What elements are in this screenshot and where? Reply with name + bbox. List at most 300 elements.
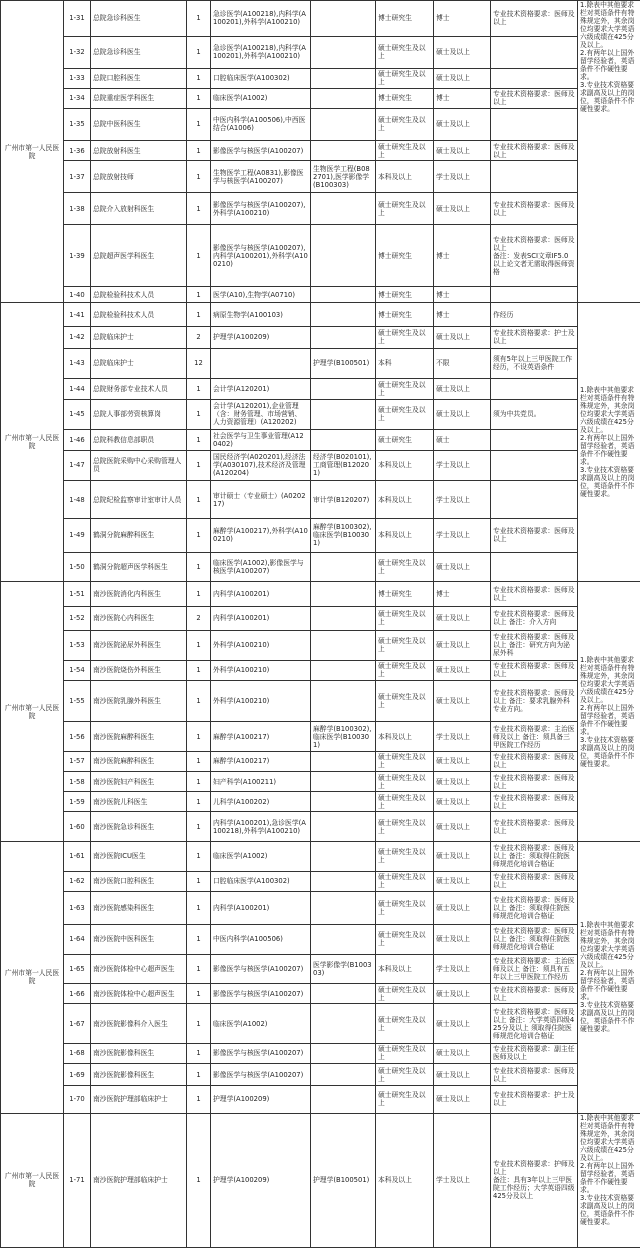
code-cell: 1-37 bbox=[64, 161, 91, 193]
other-cell: 专业技术资格要求：医师及以上 bbox=[491, 871, 578, 891]
major-cell: 临床医学(A1002) bbox=[211, 1004, 311, 1043]
table-row bbox=[1, 286, 640, 303]
major2-cell bbox=[311, 1004, 376, 1043]
edu-cell: 硕士研究生及以上 bbox=[376, 984, 434, 1004]
num-cell: 1 bbox=[187, 1113, 211, 1247]
edu-cell: 本科及以上 bbox=[376, 161, 434, 193]
post-cell: 鹤洞分院麻醉科医生 bbox=[91, 519, 187, 552]
major2-cell bbox=[311, 379, 376, 399]
edu-cell: 本科及以上 bbox=[376, 519, 434, 552]
major-cell: 内科学(A100201) bbox=[211, 582, 311, 607]
table-row bbox=[1, 379, 640, 399]
post-cell: 南沙医院麻醉科医生 bbox=[91, 751, 187, 771]
table-row bbox=[1, 1, 640, 37]
code-cell: 1-57 bbox=[64, 751, 91, 771]
other-cell bbox=[491, 450, 578, 481]
major-cell: 会计学(A120201) bbox=[211, 379, 311, 399]
degree-cell: 硕士及以上 bbox=[434, 399, 491, 430]
post-cell: 南沙医院消化内科医生 bbox=[91, 582, 187, 607]
table-row bbox=[1, 225, 640, 287]
major-cell: 急诊医学(A100218),内科学(A100201),外科学(A100210) bbox=[211, 36, 311, 68]
degree-cell: 硕士及以上 bbox=[434, 771, 491, 791]
num-cell: 1 bbox=[187, 1043, 211, 1063]
major2-cell bbox=[311, 68, 376, 88]
major2-cell bbox=[311, 841, 376, 871]
english-requirement-note: 1.除表中其他要求栏对英语条件有特殊规定外，其余岗位均要求大学英语六级成绩在425分及以上。 2.有两年以上国外留学经验者，英语条件不作硬性要求。 3.专业技术资格要求副高及以上的岗位，英语条件不作硬性要求。 bbox=[578, 1, 640, 303]
major-cell: 医学(A10),生物学(A0710) bbox=[211, 286, 311, 303]
post-cell: 南沙医院护理部临床护士 bbox=[91, 1113, 187, 1247]
major-cell: 国民经济学(A020201),经济法学(A030107),技术经济及管理(A120204) bbox=[211, 450, 311, 481]
major2-cell: 生物医学工程(B082701),医学影像学(B100303) bbox=[311, 161, 376, 193]
post-cell: 南沙医院影像科医生 bbox=[91, 1063, 187, 1086]
code-cell: 1-63 bbox=[64, 891, 91, 924]
major-cell: 妇产科学(A100211) bbox=[211, 771, 311, 791]
edu-cell: 博士研究生 bbox=[376, 303, 434, 327]
degree-cell: 硕士及以上 bbox=[434, 1086, 491, 1113]
other-cell: 专业技术资格要求：医师及以上 bbox=[491, 771, 578, 791]
post-cell: 总院临床护士 bbox=[91, 348, 187, 379]
code-cell: 1-68 bbox=[64, 1043, 91, 1063]
degree-cell: 博士 bbox=[434, 225, 491, 287]
major-cell: 麻醉学(A100217) bbox=[211, 751, 311, 771]
other-cell: 专业技术资格要求：医师及以上 备注：介入方向 bbox=[491, 607, 578, 631]
degree-cell: 硕士及以上 bbox=[434, 607, 491, 631]
table-row bbox=[1, 327, 640, 348]
major2-cell: 审计学(B120207) bbox=[311, 481, 376, 519]
edu-cell: 硕士研究生及以上 bbox=[376, 552, 434, 582]
major-cell: 儿科学(A100202) bbox=[211, 792, 311, 812]
degree-cell: 学士及以上 bbox=[434, 161, 491, 193]
table-row bbox=[1, 430, 640, 450]
table-row bbox=[1, 891, 640, 924]
major-cell: 社会医学与卫生事业管理(A120402) bbox=[211, 430, 311, 450]
edu-cell: 博士研究生 bbox=[376, 1, 434, 37]
num-cell: 1 bbox=[187, 871, 211, 891]
other-cell: 须为中共党员。 bbox=[491, 399, 578, 430]
num-cell: 1 bbox=[187, 984, 211, 1004]
other-cell bbox=[491, 379, 578, 399]
edu-cell: 硕士研究生及以上 bbox=[376, 1086, 434, 1113]
post-cell: 南沙医院心内科医生 bbox=[91, 607, 187, 631]
major2-cell bbox=[311, 108, 376, 140]
num-cell: 1 bbox=[187, 193, 211, 225]
table-row bbox=[1, 140, 640, 160]
code-cell: 1-53 bbox=[64, 630, 91, 660]
post-cell: 南沙医院乳腺外科医生 bbox=[91, 680, 187, 722]
table-row bbox=[1, 771, 640, 791]
post-cell: 总院放射科医生 bbox=[91, 140, 187, 160]
degree-cell: 学士及以上 bbox=[434, 722, 491, 752]
table-row bbox=[1, 348, 640, 379]
other-cell: 专业技术资格要求：医师及以上 备注：研究方向为泌尿外科 bbox=[491, 630, 578, 660]
code-cell: 1-60 bbox=[64, 812, 91, 842]
major2-cell bbox=[311, 36, 376, 68]
code-cell: 1-31 bbox=[64, 1, 91, 37]
table-row bbox=[1, 88, 640, 108]
code-cell: 1-62 bbox=[64, 871, 91, 891]
degree-cell: 学士及以上 bbox=[434, 450, 491, 481]
major-cell bbox=[211, 348, 311, 379]
major-cell: 临床医学(A1002) bbox=[211, 88, 311, 108]
code-cell: 1-65 bbox=[64, 954, 91, 984]
edu-cell: 硕士研究生及以上 bbox=[376, 660, 434, 680]
degree-cell: 学士及以上 bbox=[434, 1113, 491, 1247]
other-cell: 专业技术资格要求：医师及以上 bbox=[491, 660, 578, 680]
post-cell: 南沙医院妇产科医生 bbox=[91, 771, 187, 791]
major-cell: 影像医学与核医学(A100207),内科学(A100201),外科学(A100210) bbox=[211, 225, 311, 287]
major-cell: 中医内科学(A100506) bbox=[211, 924, 311, 954]
num-cell: 1 bbox=[187, 450, 211, 481]
num-cell: 1 bbox=[187, 36, 211, 68]
degree-cell: 硕士及以上 bbox=[434, 812, 491, 842]
major-cell: 内科学(A100201) bbox=[211, 891, 311, 924]
major2-cell bbox=[311, 660, 376, 680]
major2-cell: 经济学(B020101),工商管理(B120201) bbox=[311, 450, 376, 481]
num-cell: 1 bbox=[187, 481, 211, 519]
major2-cell bbox=[311, 751, 376, 771]
code-cell: 1-61 bbox=[64, 841, 91, 871]
edu-cell: 硕士研究生及以上 bbox=[376, 1004, 434, 1043]
edu-cell: 硕士研究生及以上 bbox=[376, 680, 434, 722]
other-cell bbox=[491, 161, 578, 193]
num-cell: 1 bbox=[187, 399, 211, 430]
post-cell: 南沙医院烧伤外科医生 bbox=[91, 660, 187, 680]
other-cell: 专业技术资格要求：医师及以上 bbox=[491, 519, 578, 552]
num-cell: 1 bbox=[187, 792, 211, 812]
edu-cell: 本科及以上 bbox=[376, 954, 434, 984]
post-cell: 鹤洞分院超声医学科医生 bbox=[91, 552, 187, 582]
other-cell bbox=[491, 481, 578, 519]
other-cell: 专业技术资格要求：主治医师及以上 备注：须具备三甲医院工作经历 bbox=[491, 722, 578, 752]
major2-cell bbox=[311, 607, 376, 631]
code-cell: 1-69 bbox=[64, 1063, 91, 1086]
major2-cell bbox=[311, 924, 376, 954]
other-cell: 专业技术资格要求：医师及以上 备注：须取得住院医师规范化培训合格证 bbox=[491, 924, 578, 954]
edu-cell: 硕士研究生及以上 bbox=[376, 841, 434, 871]
major2-cell: 麻醉学(B100302),临床医学(B100301) bbox=[311, 722, 376, 752]
major-cell: 急诊医学(A100218),内科学(A100201),外科学(A100210) bbox=[211, 1, 311, 37]
table-row bbox=[1, 68, 640, 88]
degree-cell: 硕士及以上 bbox=[434, 751, 491, 771]
post-cell: 总院检验科技术人员 bbox=[91, 303, 187, 327]
table-row bbox=[1, 871, 640, 891]
table-row bbox=[1, 481, 640, 519]
code-cell: 1-40 bbox=[64, 286, 91, 303]
degree-cell: 硕士及以上 bbox=[434, 36, 491, 68]
code-cell: 1-50 bbox=[64, 552, 91, 582]
major2-cell bbox=[311, 1086, 376, 1113]
post-cell: 南沙医院麻醉科医生 bbox=[91, 722, 187, 752]
table-row bbox=[1, 450, 640, 481]
code-cell: 1-71 bbox=[64, 1113, 91, 1247]
major2-cell: 医学影像学(B100303) bbox=[311, 954, 376, 984]
post-cell: 总院医院采购中心采购管理人员 bbox=[91, 450, 187, 481]
degree-cell: 硕士及以上 bbox=[434, 841, 491, 871]
hospital-cell: 广州市第一人民医院 bbox=[1, 1113, 64, 1247]
post-cell: 总院科教信息部职员 bbox=[91, 430, 187, 450]
post-cell: 南沙医院泌尿外科医生 bbox=[91, 630, 187, 660]
post-cell: 总院急诊科医生 bbox=[91, 36, 187, 68]
num-cell: 1 bbox=[187, 68, 211, 88]
table-row bbox=[1, 36, 640, 68]
major-cell: 会计学(A120201),企业管理（含：财务管理、市场营销、人力资源管理）(A120202) bbox=[211, 399, 311, 430]
degree-cell: 硕士 bbox=[434, 430, 491, 450]
num-cell: 1 bbox=[187, 286, 211, 303]
post-cell: 南沙医院中医科医生 bbox=[91, 924, 187, 954]
major-cell: 护理学(A100209) bbox=[211, 1113, 311, 1247]
degree-cell: 硕士及以上 bbox=[434, 792, 491, 812]
post-cell: 南沙医院急诊科医生 bbox=[91, 812, 187, 842]
major-cell: 影像医学与核医学(A100207) bbox=[211, 1063, 311, 1086]
num-cell: 1 bbox=[187, 1, 211, 37]
code-cell: 1-33 bbox=[64, 68, 91, 88]
code-cell: 1-34 bbox=[64, 88, 91, 108]
post-cell: 总院口腔科医生 bbox=[91, 68, 187, 88]
degree-cell: 硕士及以上 bbox=[434, 891, 491, 924]
other-cell: 专业技术资格要求：主治医师及以上 备注：须具有五年以上三甲医院工作经历 bbox=[491, 954, 578, 984]
degree-cell: 硕士及以上 bbox=[434, 924, 491, 954]
major2-cell bbox=[311, 1043, 376, 1063]
degree-cell: 博士 bbox=[434, 1, 491, 37]
code-cell: 1-36 bbox=[64, 140, 91, 160]
other-cell: 专业技术资格要求：医师及以上 bbox=[491, 1, 578, 37]
num-cell: 1 bbox=[187, 891, 211, 924]
major2-cell: 护理学(B100501) bbox=[311, 1113, 376, 1247]
table-row bbox=[1, 519, 640, 552]
edu-cell: 硕士研究生及以上 bbox=[376, 630, 434, 660]
other-cell: 专业技术资格要求：医师及以上 bbox=[491, 984, 578, 1004]
edu-cell: 硕士研究生及以上 bbox=[376, 399, 434, 430]
other-cell: 专业技术资格要求：医师及以上 bbox=[491, 88, 578, 108]
table-row bbox=[1, 108, 640, 140]
major-cell: 内科学(A100201) bbox=[211, 607, 311, 631]
degree-cell: 硕士及以上 bbox=[434, 108, 491, 140]
major2-cell bbox=[311, 327, 376, 348]
english-requirement-note: 1.除表中其他要求栏对英语条件有特殊规定外，其余岗位均要求大学英语六级成绩在425分及以上。 2.有两年以上国外留学经验者，英语条件不作硬性要求。 3.专业技术资格要求副高及以上的岗位，英语条件不作硬性要求。 bbox=[578, 841, 640, 1113]
edu-cell: 本科 bbox=[376, 348, 434, 379]
code-cell: 1-45 bbox=[64, 399, 91, 430]
degree-cell: 硕士及以上 bbox=[434, 1043, 491, 1063]
major2-cell bbox=[311, 582, 376, 607]
major-cell: 外科学(A100210) bbox=[211, 660, 311, 680]
edu-cell: 本科及以上 bbox=[376, 1113, 434, 1247]
post-cell: 总院纪检监察审计室审计人员 bbox=[91, 481, 187, 519]
major2-cell bbox=[311, 680, 376, 722]
edu-cell: 本科及以上 bbox=[376, 450, 434, 481]
major-cell: 麻醉学(A100217),外科学(A100210) bbox=[211, 519, 311, 552]
other-cell: 专业技术资格要求：医师及以上 bbox=[491, 751, 578, 771]
edu-cell: 硕士研究生及以上 bbox=[376, 871, 434, 891]
degree-cell: 硕士及以上 bbox=[434, 984, 491, 1004]
degree-cell: 学士及以上 bbox=[434, 481, 491, 519]
other-cell: 专业技术资格要求：医师及以上 bbox=[491, 140, 578, 160]
code-cell: 1-54 bbox=[64, 660, 91, 680]
other-cell: 专业技术资格要求：医师及以上 备注：须取得住院医师规范化培训合格证 bbox=[491, 841, 578, 871]
edu-cell: 硕士研究生及以上 bbox=[376, 1063, 434, 1086]
hospital-cell: 广州市第一人民医院 bbox=[1, 303, 64, 582]
degree-cell: 硕士及以上 bbox=[434, 379, 491, 399]
edu-cell: 本科及以上 bbox=[376, 722, 434, 752]
major-cell: 影像医学与核医学(A100207) bbox=[211, 140, 311, 160]
other-cell bbox=[491, 430, 578, 450]
num-cell: 1 bbox=[187, 812, 211, 842]
edu-cell: 博士研究生 bbox=[376, 88, 434, 108]
major2-cell bbox=[311, 286, 376, 303]
code-cell: 1-32 bbox=[64, 36, 91, 68]
edu-cell: 硕士研究生及以上 bbox=[376, 68, 434, 88]
num-cell: 1 bbox=[187, 771, 211, 791]
major-cell: 生物医学工程(A0831),影像医学与核医学(A100207) bbox=[211, 161, 311, 193]
major-cell: 影像医学与核医学(A100207) bbox=[211, 954, 311, 984]
degree-cell: 硕士及以上 bbox=[434, 193, 491, 225]
degree-cell: 硕士及以上 bbox=[434, 660, 491, 680]
num-cell: 1 bbox=[187, 108, 211, 140]
num-cell: 12 bbox=[187, 348, 211, 379]
num-cell: 1 bbox=[187, 88, 211, 108]
degree-cell: 硕士及以上 bbox=[434, 871, 491, 891]
table-row bbox=[1, 751, 640, 771]
post-cell: 总院急诊科医生 bbox=[91, 1, 187, 37]
post-cell: 总院介入放射科医生 bbox=[91, 193, 187, 225]
table-row bbox=[1, 954, 640, 984]
hospital-cell: 广州市第一人民医院 bbox=[1, 841, 64, 1113]
degree-cell: 博士 bbox=[434, 303, 491, 327]
post-cell: 南沙医院ICU医生 bbox=[91, 841, 187, 871]
table-row bbox=[1, 1004, 640, 1043]
post-cell: 总院重症医学科医生 bbox=[91, 88, 187, 108]
num-cell: 1 bbox=[187, 552, 211, 582]
major-cell: 影像医学与核医学(A100207) bbox=[211, 984, 311, 1004]
post-cell: 总院临床护士 bbox=[91, 327, 187, 348]
post-cell: 南沙医院影像科医生 bbox=[91, 1043, 187, 1063]
num-cell: 2 bbox=[187, 327, 211, 348]
edu-cell: 硕士研究生及以上 bbox=[376, 607, 434, 631]
major-cell: 外科学(A100210) bbox=[211, 630, 311, 660]
edu-cell: 硕士研究生及以上 bbox=[376, 1043, 434, 1063]
code-cell: 1-43 bbox=[64, 348, 91, 379]
other-cell bbox=[491, 552, 578, 582]
edu-cell: 硕士研究生及以上 bbox=[376, 792, 434, 812]
english-requirement-note: 1.除表中其他要求栏对英语条件有特殊规定外，其余岗位均要求大学英语六级成绩在425分及以上。 2.有两年以上国外留学经验者，英语条件不作硬性要求。 3.专业技术资格要求副高及以上的岗位，英语条件不作硬性要求。 bbox=[578, 303, 640, 582]
edu-cell: 硕士研究生及以上 bbox=[376, 193, 434, 225]
edu-cell: 硕士研究生及以上 bbox=[376, 140, 434, 160]
other-cell: 专业技术资格要求：医师及以上 bbox=[491, 1063, 578, 1086]
num-cell: 1 bbox=[187, 680, 211, 722]
major2-cell: 护理学(B100501) bbox=[311, 348, 376, 379]
code-cell: 1-41 bbox=[64, 303, 91, 327]
other-cell: 须有5年以上三甲医院工作经历，不设英语条件 bbox=[491, 348, 578, 379]
degree-cell: 硕士及以上 bbox=[434, 140, 491, 160]
edu-cell: 硕士研究生及以上 bbox=[376, 327, 434, 348]
major2-cell bbox=[311, 871, 376, 891]
degree-cell: 硕士及以上 bbox=[434, 68, 491, 88]
other-cell: 专业技术资格要求：医师及以上 bbox=[491, 193, 578, 225]
post-cell: 总院人事部劳资核算岗 bbox=[91, 399, 187, 430]
major2-cell bbox=[311, 812, 376, 842]
num-cell: 1 bbox=[187, 751, 211, 771]
code-cell: 1-42 bbox=[64, 327, 91, 348]
other-cell: 专业技术资格要求：医师及以上 bbox=[491, 792, 578, 812]
major2-cell bbox=[311, 88, 376, 108]
code-cell: 1-67 bbox=[64, 1004, 91, 1043]
major2-cell bbox=[311, 1, 376, 37]
table-row bbox=[1, 1063, 640, 1086]
other-cell: 专业技术资格要求：护师及以上 备注：具有3年以上三甲医院工作经历；大学英语四级425分及以上 bbox=[491, 1113, 578, 1247]
degree-cell: 硕士及以上 bbox=[434, 680, 491, 722]
code-cell: 1-56 bbox=[64, 722, 91, 752]
code-cell: 1-49 bbox=[64, 519, 91, 552]
num-cell: 1 bbox=[187, 924, 211, 954]
edu-cell: 硕士研究生及以上 bbox=[376, 924, 434, 954]
num-cell: 1 bbox=[187, 660, 211, 680]
code-cell: 1-64 bbox=[64, 924, 91, 954]
table-row bbox=[1, 1043, 640, 1063]
num-cell: 1 bbox=[187, 1063, 211, 1086]
code-cell: 1-51 bbox=[64, 582, 91, 607]
post-cell: 总院放射技师 bbox=[91, 161, 187, 193]
code-cell: 1-55 bbox=[64, 680, 91, 722]
degree-cell: 硕士及以上 bbox=[434, 327, 491, 348]
num-cell: 1 bbox=[187, 954, 211, 984]
num-cell: 1 bbox=[187, 630, 211, 660]
table-row bbox=[1, 630, 640, 660]
major-cell: 护理学(A100209) bbox=[211, 327, 311, 348]
code-cell: 1-48 bbox=[64, 481, 91, 519]
other-cell: 专业技术资格要求：副主任医师及以上 bbox=[491, 1043, 578, 1063]
post-cell: 南沙医院护理部临床护士 bbox=[91, 1086, 187, 1113]
post-cell: 总院超声医学科医生 bbox=[91, 225, 187, 287]
major2-cell bbox=[311, 399, 376, 430]
post-cell: 总院财务部专业技术人员 bbox=[91, 379, 187, 399]
table-row bbox=[1, 607, 640, 631]
degree-cell: 硕士及以上 bbox=[434, 552, 491, 582]
major-cell: 护理学(A100209) bbox=[211, 1086, 311, 1113]
major2-cell bbox=[311, 984, 376, 1004]
edu-cell: 博士研究生 bbox=[376, 286, 434, 303]
num-cell: 1 bbox=[187, 303, 211, 327]
other-cell: 专业技术资格要求：医师及以上 备注：大学英语四级425分及以上 须取得住院医师规范化培训合格证 bbox=[491, 1004, 578, 1043]
major-cell: 临床医学(A1002) bbox=[211, 841, 311, 871]
major-cell: 外科学(A100210) bbox=[211, 680, 311, 722]
post-cell: 总院检验科技术人员 bbox=[91, 286, 187, 303]
major2-cell bbox=[311, 303, 376, 327]
major-cell: 中医内科学(A100506),中西医结合(A1006) bbox=[211, 108, 311, 140]
edu-cell: 硕士研究生及以上 bbox=[376, 36, 434, 68]
code-cell: 1-38 bbox=[64, 193, 91, 225]
other-cell bbox=[491, 286, 578, 303]
table-row bbox=[1, 924, 640, 954]
major-cell: 影像医学与核医学(A100207) bbox=[211, 1043, 311, 1063]
other-cell bbox=[491, 36, 578, 68]
table-row bbox=[1, 722, 640, 752]
edu-cell: 硕士研究生及以上 bbox=[376, 108, 434, 140]
major-cell: 口腔临床医学(A100302) bbox=[211, 68, 311, 88]
other-cell: 专业技术资格要求：医师及以上 备注：发表SCI文章IF5.0以上论文者无需取得医师资格 bbox=[491, 225, 578, 287]
table-row bbox=[1, 1113, 640, 1247]
major2-cell bbox=[311, 1063, 376, 1086]
major2-cell bbox=[311, 891, 376, 924]
other-cell: 作经历 bbox=[491, 303, 578, 327]
table-row bbox=[1, 660, 640, 680]
table-row bbox=[1, 193, 640, 225]
major2-cell bbox=[311, 430, 376, 450]
edu-cell: 硕士研究生 bbox=[376, 430, 434, 450]
degree-cell: 博士 bbox=[434, 88, 491, 108]
other-cell: 专业技术资格要求：医师及以上 bbox=[491, 812, 578, 842]
major-cell: 内科学(A100201),急诊医学(A100218),外科学(A100210) bbox=[211, 812, 311, 842]
major-cell: 病原生物学(A100103) bbox=[211, 303, 311, 327]
table-row bbox=[1, 680, 640, 722]
